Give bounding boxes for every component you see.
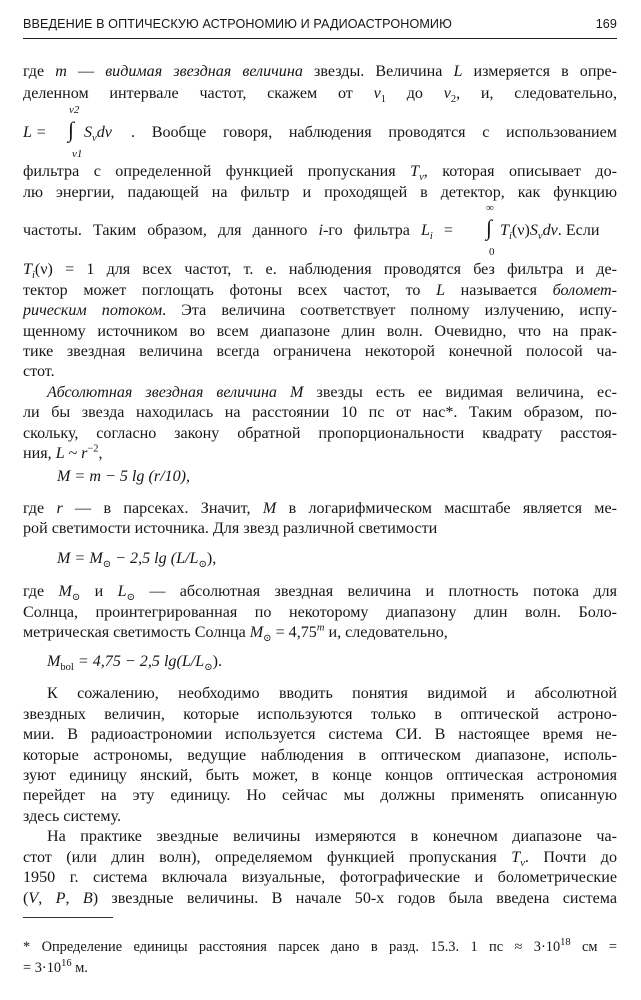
footnote-rule [23,917,113,918]
text-line: щенному источником во всем диапазоне длин волн. Очевидно, что на прак- [23,323,617,340]
equation-bolometric: $M_{bol} = 4,75 - 2,5$ $\lg(L/L_⊙)$. [47,653,222,674]
text-line: зуют единицу янский, быть может, в конце концов оптическая астрономия [23,767,617,784]
text-line: где $M_⊙$ и $L_⊙$ — абсолютная звездная величина и плотность потока для [23,583,617,604]
text-line: стот (или длин волн), определяемом функцией пропускания $T_\nu$. Почти до [23,849,617,870]
footnote-line: * Определение единицы расстояния парсек дано в разд. 15.3. 1 пс ≈ $3\cdot 10^{18}$ см = [23,937,617,955]
text-line: ния, L ~ $r^{-2}$, [23,443,103,462]
footnote-line: = $3\cdot 10^{16}$ м. [23,958,88,976]
term-apparent-magnitude: видимая звездная величина [105,63,303,80]
text-line: $T_i(\nu) = 1$ для всех частот, т. е. наблюдения проводятся без фильтра и де- [23,261,617,282]
text-line: тектор может поглощать фотоны всех частот, то L называется боломет- [23,282,617,299]
text-line: где m — видимая звездная величина звезды. Величина L измеряется в опре- [23,63,618,80]
text-line: фильтра с определенной функцией пропускания $T_\nu$, которая описывает до- [23,163,618,184]
text-line: метрическая светимость Солнца $M_⊙ = 4,75^m$ и, следовательно, [23,622,448,645]
text-line: . Вообще говоря, наблюдения проводятся с использованием [131,124,617,141]
page-number: 169 [595,17,617,31]
text-line: 1950 г. система включала визуальные, фотографические и болометрические [23,869,617,886]
text-line: (V, P, B) звездные величины. В начале 50-х годов была введена система [23,890,618,907]
text-line: Солнца, проинтегрированная по некоторому диапазону длин волн. Боло- [23,604,617,621]
running-title: ВВЕДЕНИЕ В ОПТИЧЕСКУЮ АСТРОНОМИЮ И РАДИОАСТРОНОМИЮ [23,17,452,31]
text-line: лю энергии, падающей на фильтр и проходящей в детектор, как функцию [23,184,617,201]
text-line: деленном интервале частот, скажем от $\nu_1$ до $\nu_2$, и, следовательно, [23,85,617,106]
text-line: где r — в парсеках. Значит, M в логарифмическом масштабе является ме- [23,500,617,517]
term-absolute-magnitude: Абсолютная звездная величина M [47,384,304,401]
text-line: рой светимости источника. Для звезд различной светимости [23,520,438,537]
text-line: частоты. Таким образом, для данного i-го фильтра $L_i$ = [23,222,453,243]
equation-luminosity: $M = M_⊙ - 2,5$ $\lg (L/L_⊙)$, [57,550,217,571]
running-header [23,14,617,39]
text-line: Абсолютная звездная величина M звезды есть ее видимая величина, ес- [47,384,618,401]
text-line: На практике звездные величины измеряются в конечном диапазоне ча- [47,828,617,845]
text-line: скольку, согласно закону обратной пропорциональности квадрату расстоя- [23,425,617,442]
text-line: К сожалению, необходимо вводить понятия видимой и абсолютной [47,685,617,702]
text-line: которые астрономы, ведущие наблюдения в оптическом диапазоне, исполь- [23,747,617,764]
text-line: тике звездная величина всегда ограничена некоторой конечной полосой ча- [23,343,617,360]
text-line: звездных величин, которые используются только в оптической астроно- [23,706,617,723]
text-line: рическим потоком. Эта величина соответствует полному излучению, испу- [23,302,617,319]
text-line: здесь систему. [23,808,122,825]
equation-absolute-magnitude: M = m − 5 lg (r/10), [57,468,191,485]
text-line: стот. [23,363,55,380]
text-line: ли бы звезда находилась на расстоянии 10 пс от нас*. Таким образом, по- [23,404,617,421]
text-line: перейдет на эту единицу. Но сейчас мы должны применять описанную [23,787,617,804]
text-line: мии. В радиоастрономии используется система СИ. В настоящее время не- [23,726,617,743]
